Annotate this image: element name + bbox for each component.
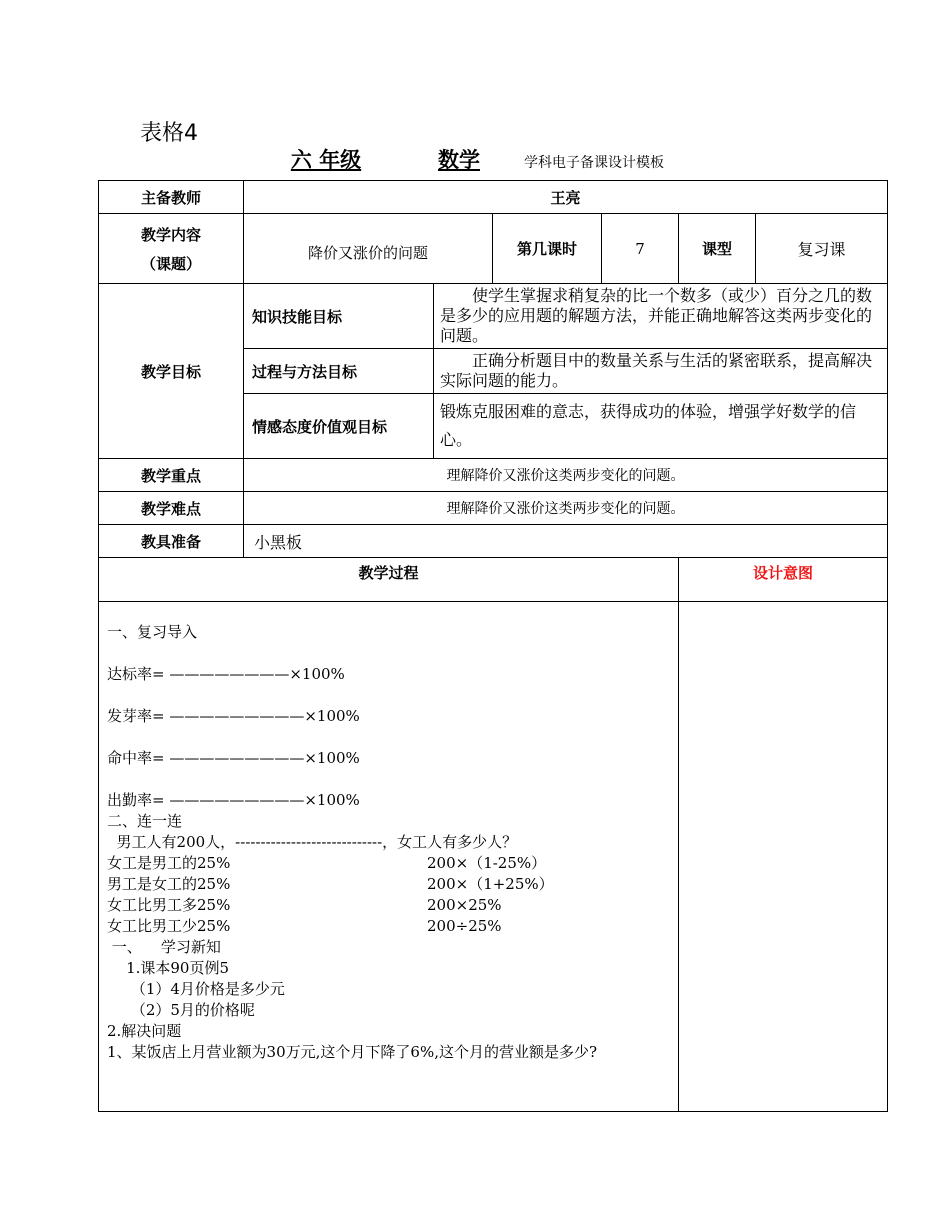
match-right: 200×25% — [427, 896, 502, 914]
lesson-plan-table — [98, 180, 888, 1112]
title-grade: 六 年级 — [290, 148, 362, 172]
rate-germination: 发芽率= —————————×100% — [107, 707, 360, 725]
rate-attendance: 出勤率= —————————×100% — [107, 791, 360, 809]
corner-label: 表格4 — [140, 121, 198, 146]
teacher-name: 王亮 — [244, 181, 888, 214]
match-right: 200÷25% — [427, 917, 502, 935]
item-example-q2: （2）5月的价格呢 — [107, 1001, 255, 1019]
match-row — [107, 895, 670, 916]
intent-content — [679, 602, 888, 1112]
goal-text-attitude: 锻炼克服困难的意志，获得成功的体验，增强学好数学的信心。 — [434, 394, 888, 459]
problem-1: 1、某饭店上月营业额为30万元,这个月下降了6%,这个月的营业额是多少? — [107, 1043, 598, 1061]
rate-hit: 命中率= —————————×100% — [107, 749, 360, 767]
tools-value: 小黑板 — [244, 525, 888, 558]
section-new-knowledge: 一、 学习新知 — [107, 938, 221, 956]
match-row — [107, 853, 670, 874]
tools-label: 教具准备 — [99, 525, 244, 558]
goals-label: 教学目标 — [99, 284, 244, 459]
document-title — [258, 144, 818, 174]
key-point: 理解降价又涨价这类两步变化的问题。 — [244, 459, 888, 492]
period-label: 第几课时 — [493, 214, 602, 284]
process-content — [99, 602, 679, 1112]
match-row — [107, 874, 670, 895]
topic: 降价又涨价的问题 — [244, 214, 493, 284]
match-row — [107, 916, 670, 937]
match-right: 200×（1-25%） — [427, 854, 547, 872]
section-review: 一、复习导入 — [107, 623, 198, 641]
goal-text-knowledge: 使学生掌握求稍复杂的比一个数多（或少）百分之几的数是多少的应用题的解题方法，并能正确地解答这类两步变化的问题。 — [434, 284, 888, 349]
item-example: 1.课本90页例5 — [107, 959, 230, 977]
difficulty-point: 理解降价又涨价这类两步变化的问题。 — [244, 492, 888, 525]
teacher-label: 主备教师 — [99, 181, 244, 214]
content-sublabel: （课题） — [140, 254, 201, 273]
goal-text-process: 正确分析题目中的数量关系与生活的紧密联系，提高解决实际问题的能力。 — [434, 349, 888, 394]
type-value: 复习课 — [756, 214, 888, 284]
goal-name-knowledge: 知识技能目标 — [244, 284, 434, 349]
match-left: 女工比男工多25% — [107, 896, 231, 914]
rate-standard: 达标率= ————————×100% — [107, 665, 345, 683]
match-left: 女工比男工少25% — [107, 917, 231, 935]
goal-name-process: 过程与方法目标 — [244, 349, 434, 394]
title-suffix: 学科电子备课设计模板 — [524, 155, 664, 171]
match-left: 女工是男工的25% — [107, 854, 231, 872]
match-right: 200×（1+25%） — [427, 875, 554, 893]
section-match: 二、连一连 — [107, 812, 183, 830]
process-header: 教学过程 — [99, 558, 679, 602]
content-label-cell — [99, 214, 244, 284]
match-question: 男工人有200人，-----------------------------，女工人有多少人？ — [107, 833, 518, 851]
match-left: 男工是女工的25% — [107, 875, 231, 893]
title-subject: 数学 — [438, 148, 480, 172]
difficulty-label: 教学难点 — [99, 492, 244, 525]
period-value: 7 — [602, 214, 679, 284]
key-label: 教学重点 — [99, 459, 244, 492]
item-solve: 2.解决问题 — [107, 1022, 182, 1040]
goal-name-attitude: 情感态度价值观目标 — [244, 394, 434, 459]
item-example-q1: （1）4月价格是多少元 — [107, 980, 285, 998]
intent-header: 设计意图 — [679, 558, 888, 602]
content-label: 教学内容 — [140, 225, 201, 244]
type-label: 课型 — [679, 214, 756, 284]
